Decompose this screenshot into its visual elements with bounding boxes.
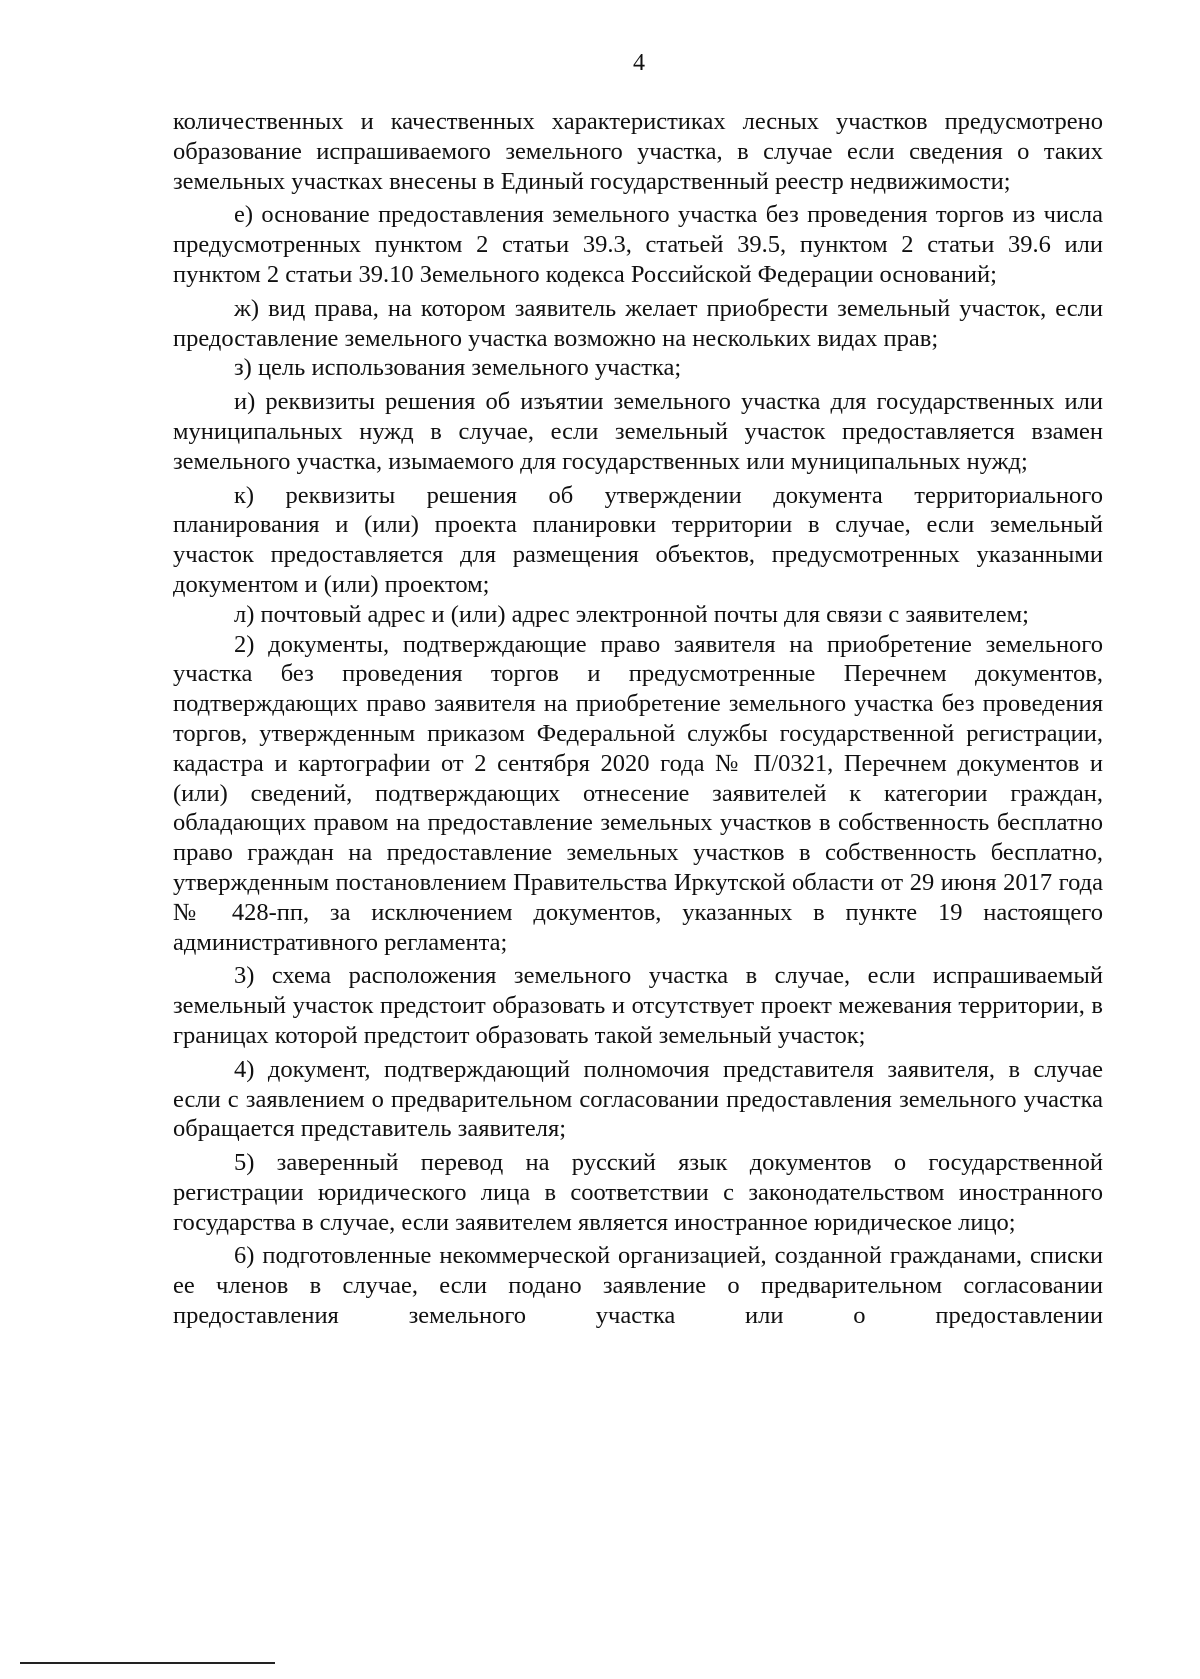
paragraph-item-4: 4) документ, подтверждающий полномочия представителя заявителя, в случае если с заявлением о предварительном согласовании предоставления земельного участка обращается представитель заявителя; <box>173 1055 1103 1143</box>
document-body <box>173 107 1103 1331</box>
paragraph-item-i: и) реквизиты решения об изъятии земельного участка для государственных или муниципальных нужд в случае, если земельный участок предоставляется взамен земельного участка, изымаемого для государственных или муниципальных нужд; <box>173 388 1103 475</box>
paragraph-item-6: 6) подготовленные некоммерческой организацией, созданной гражданами, списки ее членов в случае, если подано заявление о предварительном согласовании предоставления земельного участка или о предоставлении <box>173 1242 1103 1330</box>
paragraph-item-5: 5) заверенный перевод на русский язык документов о государственной регистрации юридического лица в соответствии с законодательством иностранного государства в случае, если заявителем является иностранное юридическое лицо; <box>173 1149 1103 1236</box>
paragraph-item-l: л) почтовый адрес и (или) адрес электронной почты для связи с заявителем; <box>234 600 1029 628</box>
paragraph-continuation: количественных и качественных характеристиках лесных участков предусмотрено образование испрашиваемого земельного участка, в случае если сведения о таких земельных участках внесены в Единый государственный реестр недвижимости; <box>173 108 1103 195</box>
footer-rule <box>20 1662 275 1664</box>
paragraph-item-z: з) цель использования земельного участка; <box>234 354 682 382</box>
paragraph-item-k: к) реквизиты решения об утверждении документа территориального планирования и (или) проекта планировки территории в случае, если земельный участок предоставляется для размещения объектов, предусмотренных указанными документом и (или) проектом; <box>173 481 1103 598</box>
paragraph-item-e: е) основание предоставления земельного участка без проведения торгов из числа предусмотренных пунктом 2 статьи 39.3, статьей 39.5, пунктом 2 статьи 39.6 или пунктом 2 статьи 39.10 Земельного кодекса Российской Федерации оснований; <box>173 201 1103 288</box>
paragraph-item-3: 3) схема расположения земельного участка в случае, если испрашиваемый земельный участок предстоит образовать и отсутствует проект межевания территории, в границах которой предстоит образовать такой земельный участок; <box>173 962 1103 1049</box>
paragraph-item-zh: ж) вид права, на котором заявитель желает приобрести земельный участок, если предоставление земельного участка возможно на нескольких видах прав; <box>173 294 1103 352</box>
page-number: 4 <box>633 50 645 76</box>
paragraph-item-2: 2) документы, подтверждающие право заявителя на приобретение земельного участка без проведения торгов и предусмотренные Перечнем документов, подтверждающих право заявителя на приобретение земельного участка без проведения торгов, утвержденным приказом Федеральной службы государственной регистрации, кадастра и картографии от 2 сентября 2020 года № П/0321, Перечнем документов и (или) сведений, подтверждающих отнесение заявителей к категории граждан, обладающих правом на предоставление земельных участков в собственность бесплатно право граждан на предоставление земельных участков в собственность бесплатно, утвержденным постановлением Правительства Иркутской области от 29 июня 2017 года № 428-пп, за исключением документов, указанных в пункте 19 настоящего административного регламента; <box>173 630 1103 956</box>
